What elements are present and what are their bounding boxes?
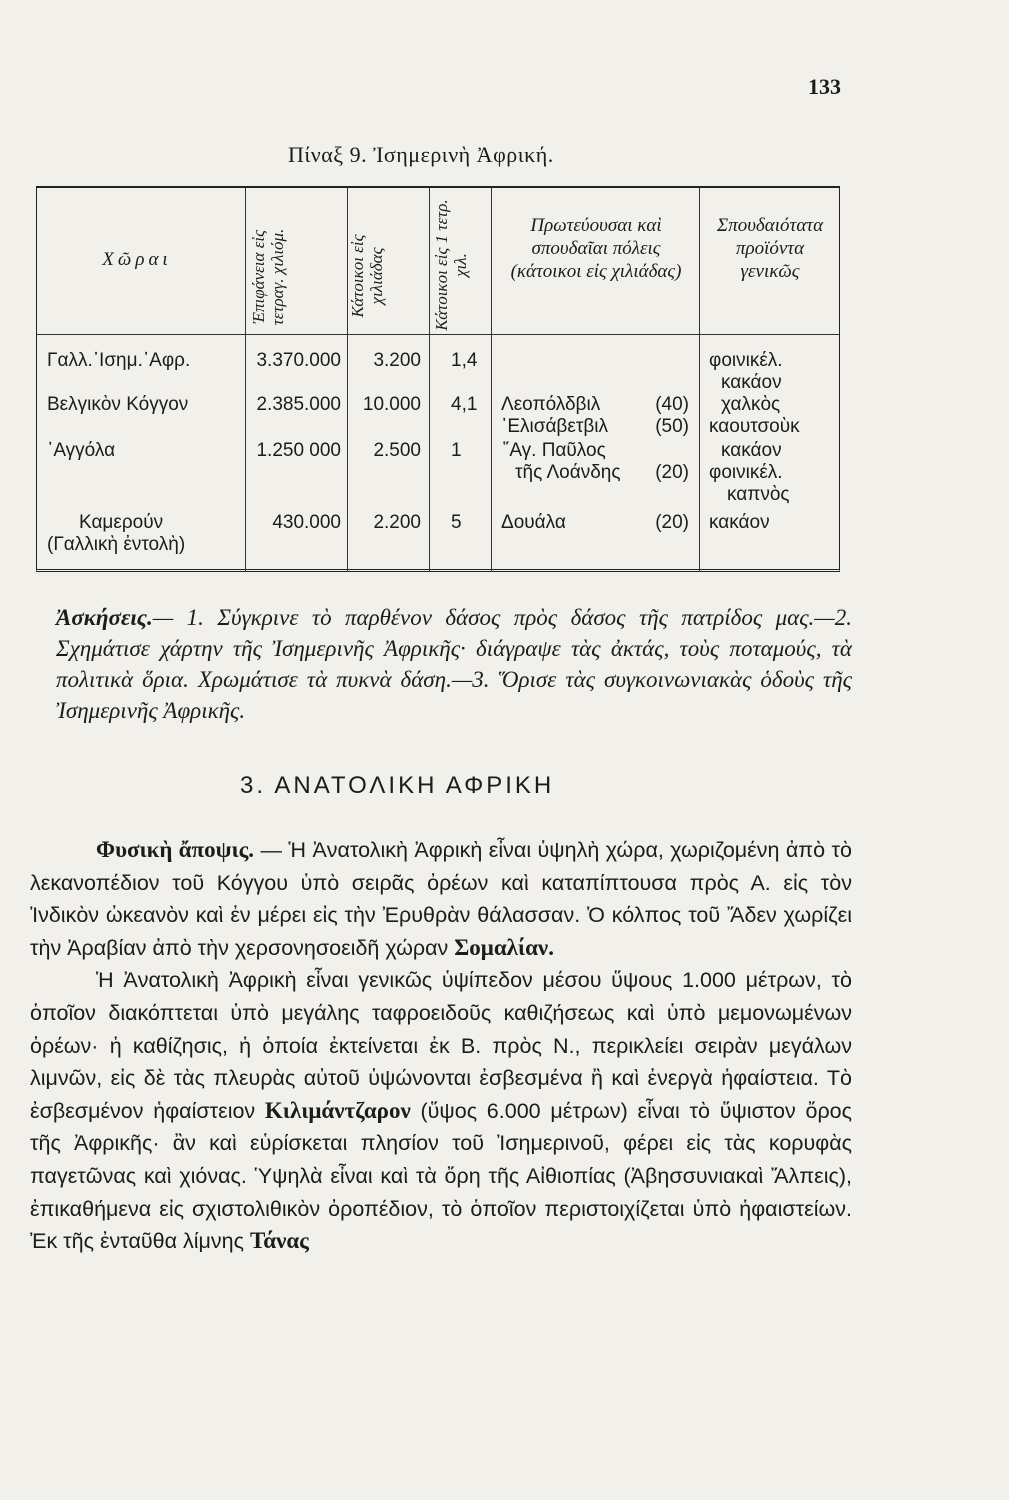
header-products: Σπουδαιότατα προϊόντα γενικῶς <box>716 215 824 282</box>
row2-city-value: (40) <box>655 394 689 415</box>
section-heading: 3. ΑΝΑΤΟΛΙΚΗ ΑΦΡΙΚΗ <box>240 772 555 799</box>
row2-city: ᾿Ελισάβετβιλ <box>501 416 608 437</box>
row1-area: 3.370.000 <box>256 350 341 371</box>
row4-country: Καμερούν <box>79 512 164 533</box>
row3-area: 1.250 000 <box>256 440 341 461</box>
term-somalia: Σομαλίαν. <box>454 934 554 960</box>
row3-city: τῆς Λοάνδης <box>515 462 621 483</box>
row4-city-value: (20) <box>655 512 689 533</box>
exercises-label: Ἀσκήσεις. <box>56 605 153 630</box>
row3-product: καπνὸς <box>727 484 790 505</box>
paragraph-2 <box>30 964 852 1257</box>
row1-density: 1,4 <box>451 350 478 371</box>
data-table <box>36 186 840 572</box>
row2-country: Βελγικὸν Κόγγον <box>47 394 189 415</box>
row4-city: Δουάλα <box>501 512 566 533</box>
page-number: 133 <box>808 74 841 99</box>
header-cities: Πρωτεύουσαι καὶ σπουδαῖαι πόλεις (κάτοικοι εἰς χιλιάδας) <box>510 215 682 282</box>
row4-density: 5 <box>451 512 462 533</box>
row3-country: ᾿Αγγόλα <box>47 440 116 461</box>
row2-product: καουτσοὺκ <box>709 416 800 437</box>
row2-density: 4,1 <box>451 394 478 415</box>
paragraph-1-text: — Ἡ Ἀνατολικὴ Ἀφρικὴ εἶναι ὑψηλὴ χώρα, χωριζομένη ἀπὸ τὸ λεκανοπέδιον τοῦ Κόγγου ὑπὸ σειρᾶς ὀρέων καὶ καταπίπτουσα πρὸς Α. εἰς τὸν Ἰνδικὸν ὠκεανὸν καὶ ἐν μέρει εἰς τὴν Ἐρυθρὰν θάλασσαν. Ὁ κόλπος τοῦ Ἄδεν χωρίζει τὴν Ἀραβίαν ἀπὸ τὴν χερσονησοειδῆ χώραν <box>30 838 852 960</box>
paragraph-1 <box>30 834 852 964</box>
row2-city: Λεοπόλδβιλ <box>501 394 601 415</box>
row1-product: φοινικέλ. <box>709 350 783 371</box>
row1-country: Γαλλ.᾿Ισημ.᾿Αφρ. <box>47 350 191 371</box>
row2-product: χαλκὸς <box>721 394 781 415</box>
row3-city-value: (20) <box>655 462 689 483</box>
term-kilimanjaro: Κιλιμάντζαρον <box>264 1097 411 1123</box>
header-area: Ἐπιφάνεια εἰς τετραγ. χιλιόμ. <box>249 228 287 326</box>
row3-product: κακάον <box>721 440 782 461</box>
paragraph-2-text: Ἡ Ἀνατολικὴ Ἀφρικὴ εἶναι γενικῶς ὑψίπεδον μέσου ὕψους 1.000 μέτρων, τὸ ὁποῖον διακόπτεται ὑπὸ μεγάλης ταφροειδοῦς καθιζήσεως καὶ ὑπὸ μεμονωμένων ὀρέων· ἡ καθίζησις, ἡ ὁποία ἐκτείνεται ἐκ Β. πρὸς Ν., περικλείει σειρὰν μεγάλων λιμνῶν, εἰς δὲ τὰς πλευρὰς αὐτοῦ ὑψώνονται ἐσβεσμένα ἢ καὶ ἐνεργὰ ἡφαίστεια. Τὸ ἐσβεσμένον ἡφαίστειον <box>30 968 852 1123</box>
row2-inhabitants: 10.000 <box>362 394 421 415</box>
section-body <box>30 834 852 1258</box>
row4-inhabitants: 2.200 <box>373 512 421 533</box>
row4-product: κακάον <box>709 512 770 533</box>
row4-area: 430.000 <box>272 512 341 533</box>
row3-density: 1 <box>451 440 462 461</box>
row1-product: κακάον <box>721 372 782 393</box>
row3-inhabitants: 2.500 <box>373 440 421 461</box>
term-tana: Τάνας <box>249 1228 309 1254</box>
header-inhabitants: Κάτοικοι εἰς χιλιάδας <box>348 234 386 318</box>
row4-country-line2: (Γαλλικὴ ἐντολὴ) <box>47 534 186 555</box>
exercises-paragraph <box>56 602 852 726</box>
row3-city: ῞Αγ. Παῦλος <box>503 440 606 461</box>
paragraph-2-text-cont: (ὕψος 6.000 μέτρων) εἶναι τὸ ὕψιστον ὄρος τῆς Ἀφρικῆς· ἂν καὶ εὑρίσκεται πλησίον τοῦ Ἰσημερινοῦ, φέρει εἰς τὰς κορυφὰς παγετῶνας καὶ χιόνας. Ὑψηλὰ εἶναι καὶ τὰ ὄρη τῆς Αἰθιοπίας (Ἀβησσυνιακαὶ Ἄλπεις), ἐπικαθήμενα εἰς σχιστολιθικὸν ὀροπέδιον, τὸ ὁποῖον περιστοιχίζεται ὑπὸ ἡφαιστείων. Ἐκ τῆς ἐνταῦθα λίμνης <box>30 1098 852 1254</box>
row1-inhabitants: 3.200 <box>373 350 421 371</box>
row3-product: φοινικέλ. <box>709 462 783 483</box>
row2-city-value: (50) <box>655 416 689 437</box>
subheading: Φυσικὴ ἄποψις. <box>96 837 255 862</box>
header-countries: Χῶραι <box>102 249 172 270</box>
header-density: Κάτοικοι εἰς 1 τετρ. χιλ. <box>432 199 470 331</box>
exercises-text: — 1. Σύγκρινε τὸ παρθένον δάσος πρὸς δάσος τῆς πατρίδος μας.—2. Σχημάτισε χάρτην τῆς Ἰσημερινῆς Ἀφρικῆς· διάγραψε τὰς ἀκτάς, τοὺς ποταμούς, τὰ πολιτικὰ ὅρια. Χρωμάτισε τὰ πυκνὰ δάση.—3. Ὅρισε τὰς συγκοινωνιακὰς ὁδοὺς τῆς Ἰσημερινῆς Ἀφρικῆς. <box>56 605 852 723</box>
row2-area: 2.385.000 <box>256 394 341 415</box>
table-caption: Πίναξ 9. Ἰσημερινὴ Ἀφρική. <box>288 142 554 167</box>
